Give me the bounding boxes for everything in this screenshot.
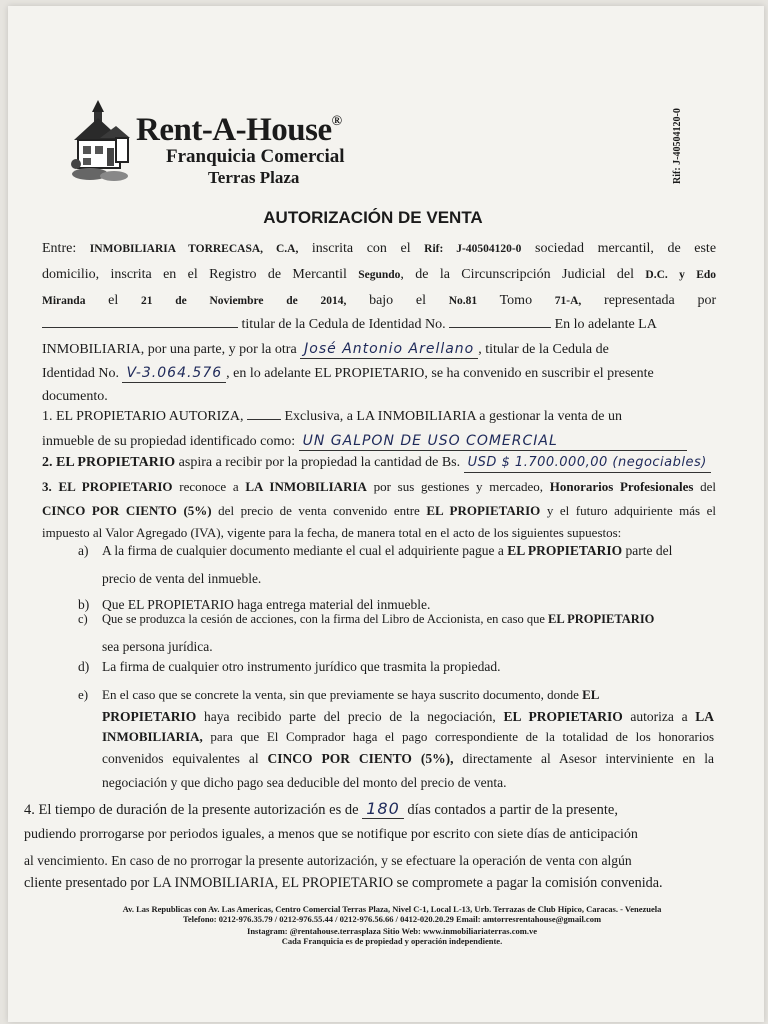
list-item: c) Que se produzca la cesión de acciones, con la firma del Libro de Accionista, en caso que EL PROPIETARIO	[78, 612, 655, 626]
document-page	[8, 6, 764, 1022]
list-item-continuation: sea persona jurídica.	[102, 639, 213, 654]
intro-line-5: INMOBILIARIA, por una parte, y por la otra José Antonio Arellano , titular de la Cedula de	[42, 341, 609, 357]
clause-3-line-3: impuesto al Valor Agregado (IVA), vigente para la fecha, de manera total en el acto de los siguientes supuestos:	[42, 525, 622, 540]
list-item: a) A la firma de cualquier documento mediante el cual el adquiriente pague a EL PROPIETARIO parte del	[78, 543, 673, 558]
footer-social: Instagram: @rentahouse.terrasplaza Sitio Web: www.inmobiliariaterras.com.ve	[247, 926, 537, 936]
list-item-continuation: INMOBILIARIA, para que El Comprador haga el pago correspondiente de la totalidad de los honorarios	[102, 729, 715, 744]
clause-3-line-1: 3. EL PROPIETARIO reconoce a LA INMOBILIARIA por sus gestiones y mercadeo, Honorarios Profesionales del	[42, 479, 716, 494]
footer-contact: Telefono: 0212-976.35.79 / 0212-976.55.44 / 0212-976.56.66 / 0412-020.20.29 Email: amtorresrentahouse@gmail.com	[182, 914, 602, 924]
rif-vertical-label: Rif: J-40504120-0	[672, 108, 683, 184]
name-blank-line	[42, 327, 238, 328]
property-description-handwritten: UN GALPON DE USO COMERCIAL	[299, 432, 687, 451]
clause-4-line-3: al vencimiento. En caso de no prorrogar la presente autorización, y se efectuare la operación de venta con algún	[24, 853, 632, 868]
house-logo-icon	[70, 98, 132, 184]
list-item-continuation: negociación y que dicho pago sea deducible del monto del precio de venta.	[102, 775, 507, 790]
footer-address: Av. Las Republicas con Av. Las Americas, Centro Comercial Terras Plaza, Nivel C-1, Local L-13, Urb. Terrazas de Club Hípico, Caracas. - Venezuela	[122, 904, 662, 914]
brand-subtitle: Franquicia Comercial	[166, 146, 345, 167]
brand-location: Terras Plaza	[208, 168, 300, 187]
price-handwritten: USD $ 1.700.000,00 (negociables)	[464, 454, 711, 473]
intro-line-4: titular de la Cedula de Identidad No. En lo adelante LA	[42, 316, 716, 334]
duration-days-handwritten: 180	[362, 800, 404, 819]
clause-2-line: 2. EL PROPIETARIO aspira a recibir por la propiedad la cantidad de Bs. USD $ 1.700.000,00 (negociables)	[42, 454, 716, 473]
clause-1-line-2: inmueble de su propiedad identificado como: UN GALPON DE USO COMERCIAL	[42, 432, 716, 451]
intro-line-3: Miranda el 21 de Noviembre de 2014, bajo el No.81 Tomo 71-A, representada por	[42, 293, 717, 308]
list-item: b) Que EL PROPIETARIO haga entrega material del inmueble.	[78, 597, 431, 612]
list-item: d) La firma de cualquier otro instrumento jurídico que trasmita la propiedad.	[78, 659, 501, 674]
clause-4-line-1: 4. El tiempo de duración de la presente autorización es de 180 días contados a partir de la presente,	[24, 799, 618, 818]
list-item-continuation: precio de venta del inmueble.	[102, 571, 262, 586]
owner-name-handwritten: José Antonio Arellano	[300, 340, 478, 359]
owner-id-handwritten: V-3.064.576	[122, 364, 226, 383]
intro-line-7: documento.	[42, 389, 108, 404]
brand-name: Rent-A-House®	[136, 112, 342, 148]
id-blank-line	[449, 327, 551, 328]
clause-4-line-4: cliente presentado por LA INMOBILIARIA, EL PROPIETARIO se compromete a pagar la comisión convenida.	[24, 875, 663, 891]
clause-1-line-1: 1. EL PROPIETARIO AUTORIZA, Exclusiva, a LA INMOBILIARIA a gestionar la venta de un	[42, 409, 622, 424]
intro-line-2: domicilio, inscrita en el Registro de Mercantil Segundo, de la Circunscripción Judicial del D.C. y Edo	[42, 267, 717, 282]
clause-3-line-2: CINCO POR CIENTO (5%) del precio de venta convenido entre EL PROPIETARIO y el futuro adquiriente más el	[42, 503, 717, 518]
list-item-continuation: convenidos equivalentes al CINCO POR CIENTO (5%), directamente al Asesor interviniente en la	[102, 751, 714, 766]
exclusive-blank-line	[247, 419, 281, 420]
document-title: AUTORIZACIÓN DE VENTA	[263, 208, 483, 227]
clause-4-line-2: pudiendo prorrogarse por periodos iguales, a menos que se notifique por escrito con siete días de anticipación	[24, 827, 638, 842]
intro-line-1: Entre: INMOBILIARIA TORRECASA, C.A, inscrita con el Rif: J-40504120-0 sociedad mercantil, de este	[42, 241, 717, 256]
footer-disclaimer: Cada Franquicia es de propiedad y operación independiente.	[281, 936, 503, 946]
list-item-continuation: PROPIETARIO haya recibido parte del precio de la negociación, EL PROPIETARIO autoriza a LA	[102, 709, 715, 724]
list-item: e) En el caso que se concrete la venta, sin que previamente se haya suscrito documento, donde EL	[78, 687, 600, 702]
intro-line-6: Identidad No. V-3.064.576 , en lo adelante EL PROPIETARIO, se ha convenido en suscribir el presente	[42, 365, 654, 381]
